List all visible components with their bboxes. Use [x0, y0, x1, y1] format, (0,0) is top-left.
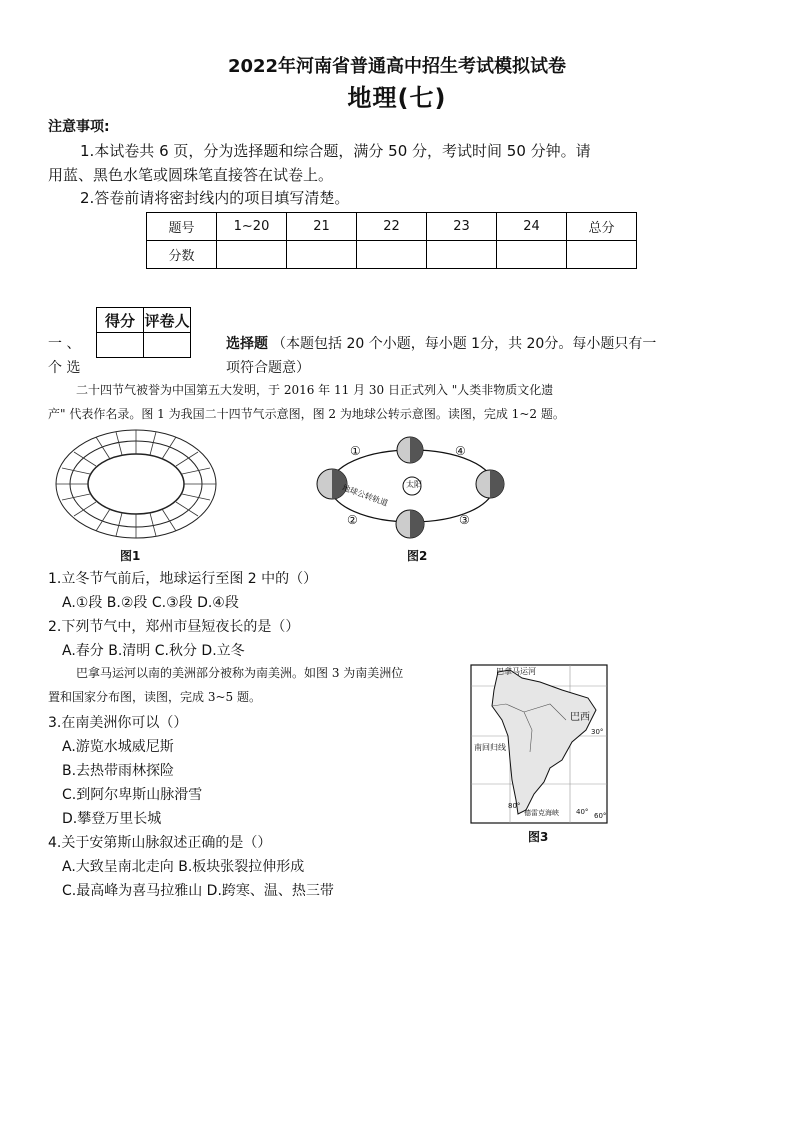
notice-line-1b: 用蓝、黑色水笔或圆珠笔直接答在试卷上。 [48, 166, 334, 184]
figure-1-solar-terms [52, 428, 220, 550]
score-cell: 22 [357, 213, 427, 241]
figure-2-caption: 图2 [407, 549, 428, 563]
question-4: 4.关于安第斯山脉叙述正确的是（） [48, 835, 272, 851]
figure-3-tropic-label: 南回归线 [474, 743, 506, 752]
score-input-cell[interactable] [357, 241, 427, 269]
figure-2-label-3: ③ [459, 513, 470, 527]
notice-line-2: 2.答卷前请将密封线内的项目填写清楚。 [80, 189, 350, 207]
figure-3-lon80-label: 80° [508, 802, 521, 810]
question-2: 2.下列节气中，郑州市昼短夜长的是（） [48, 619, 300, 635]
score-cell: 24 [497, 213, 567, 241]
intro-2-line-1: 巴拿马运河以南的美洲部分被称为南美洲。如图 3 为南美洲位 [76, 666, 404, 680]
intro-2-line-2: 置和国家分布图，读图，完成 3~5 题。 [48, 690, 261, 704]
score-cell: 23 [427, 213, 497, 241]
score-input-cell[interactable] [287, 241, 357, 269]
figure-1-caption: 图1 [120, 549, 141, 563]
grade-score-label: 得分 [97, 308, 144, 333]
exam-title: 2022年河南省普通高中招生考试模拟试卷 [227, 56, 567, 77]
score-input-cell[interactable] [427, 241, 497, 269]
question-1: 1.立冬节气前后，地球运行至图 2 中的（） [48, 571, 318, 587]
grade-box [96, 307, 191, 358]
figure-3-lon60-label: 60° [594, 812, 607, 820]
figure-2-label-2: ② [347, 513, 358, 527]
score-table [146, 212, 637, 269]
score-cell: 总分 [567, 213, 637, 241]
score-cell: 分数 [147, 241, 217, 269]
score-cell: 21 [287, 213, 357, 241]
notice-heading: 注意事项: [48, 119, 110, 135]
question-3: 3.在南美洲你可以（） [48, 715, 188, 731]
figure-2-label-1: ① [350, 444, 361, 458]
section-number: 一 、 [48, 336, 81, 352]
score-cell: 题号 [147, 213, 217, 241]
question-2-options: A.春分 B.清明 C.秋分 D.立冬 [62, 643, 245, 659]
notice-line-1a: 1.本试卷共 6 页，分为选择题和综合题，满分 50 分，考试时间 50 分钟。请 [80, 142, 591, 160]
figure-3-lon40-label: 40° [576, 808, 589, 816]
intro-1-line-1: 二十四节气被誉为中国第五大发明，于 2016 年 11 月 30 日正式列入 "人类非物质文化遗 [76, 383, 554, 397]
figure-2-orbit-label: 地球公转轨道 [340, 483, 390, 508]
figure-3-lat-label: 30° [591, 728, 604, 736]
figure-3-drake-label: 德雷克海峡 [524, 809, 559, 817]
question-3-option-b: B.去热带雨林探险 [62, 763, 175, 779]
figure-3-canal-label: 巴拿马运河 [496, 667, 536, 676]
figure-3-caption: 图3 [528, 830, 549, 844]
question-3-option-a: A.游览水城威尼斯 [62, 739, 174, 755]
question-1-options: A.①段 B.②段 C.③段 D.④段 [62, 595, 239, 611]
intro-1-line-2: 产" 代表作名录。图 1 为我国二十四节气示意图，图 2 为地球公转示意图。读图，完成 1~2 题。 [48, 407, 565, 421]
question-3-option-c: C.到阿尔卑斯山脉滑雪 [62, 787, 203, 803]
score-table-header-row [147, 213, 637, 241]
grade-score-cell[interactable] [97, 333, 144, 358]
section-number-cont: 个 选 [48, 360, 81, 376]
question-4-options-ab: A.大致呈南北走向 B.板块张裂拉伸形成 [62, 859, 305, 875]
question-4-options-cd: C.最高峰为喜马拉雅山 D.跨寒、温、热三带 [62, 883, 334, 899]
score-cell: 1~20 [217, 213, 287, 241]
section-desc-1: （本题包括 20 个小题，每小题 1分，共 20分。每小题只有一 [272, 336, 657, 352]
figure-3-brazil-label: 巴西 [570, 712, 590, 723]
score-input-cell[interactable] [217, 241, 287, 269]
question-3-option-d: D.攀登万里长城 [62, 811, 162, 827]
score-input-cell[interactable] [497, 241, 567, 269]
grade-grader-label: 评卷人 [144, 308, 191, 333]
score-table-value-row [147, 241, 637, 269]
section-desc-2: 项符合题意） [226, 360, 310, 376]
grade-grader-cell[interactable] [144, 333, 191, 358]
section-title: 选择题 [226, 336, 268, 352]
figure-2-sun-label: 太阳 [406, 480, 422, 489]
score-input-cell[interactable] [567, 241, 637, 269]
subject-title: 地理(七) [347, 84, 447, 112]
figure-2-label-4: ④ [455, 444, 466, 458]
